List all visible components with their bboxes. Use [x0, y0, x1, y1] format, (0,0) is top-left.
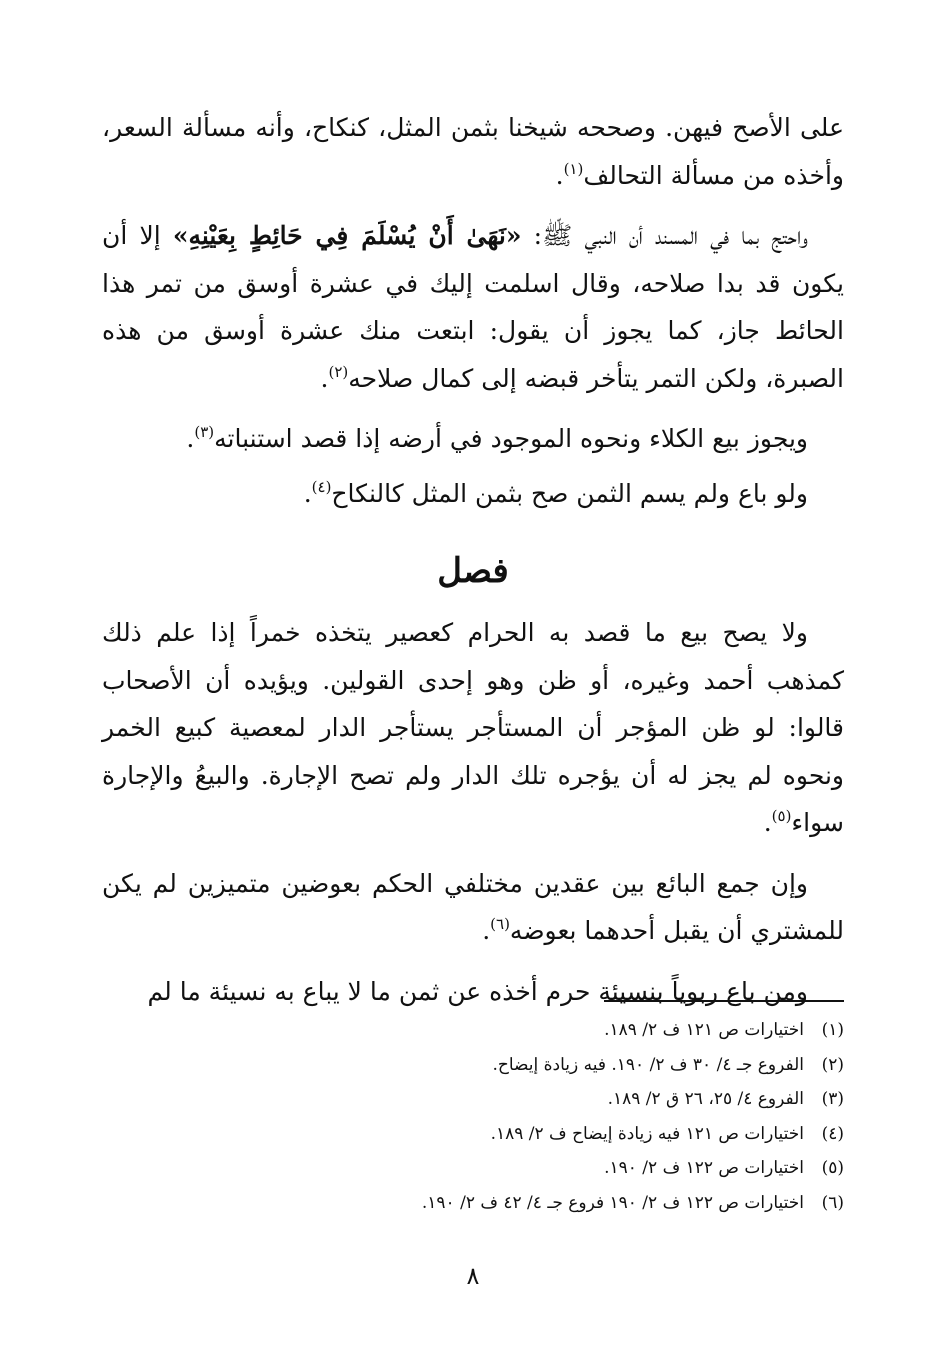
paragraph-text: ومن باع ربوياً بنسيئة حرم أخذه عن ثمن ما لا يباع به نسيئة ما لم: [147, 976, 808, 1006]
paragraph-3: [102, 415, 844, 463]
footnote-ref: (٤): [311, 477, 332, 496]
footnote-divider: [604, 1000, 844, 1002]
paragraph-text: واحتج بما في المسند أن النبي ﷺ:: [521, 221, 809, 250]
paragraph-1: [102, 104, 844, 199]
footnote-2: [102, 1048, 844, 1083]
paragraph-5: [102, 609, 844, 847]
footnote-text: الفروع جـ ٤/ ٣٠ ف ٢/ ١٩٠. فيه زيادة إيضاح.: [492, 1054, 804, 1075]
footnote-ref: (٥): [771, 807, 792, 825]
footnote-text: اختيارات ص ١٢١ فيه زيادة إيضاح ف ٢/ ١٨٩.: [490, 1123, 804, 1144]
paragraph-tail: .: [186, 424, 195, 453]
footnote-5: [102, 1151, 844, 1186]
footnote-ref: (٦): [490, 915, 510, 933]
paragraph-tail: .: [320, 363, 329, 393]
footnote-1: [102, 1013, 844, 1048]
page-number: ٨: [466, 1262, 480, 1290]
footnotes: [102, 1013, 844, 1220]
footnote-3: [102, 1082, 844, 1117]
footnote-number: (٥): [821, 1158, 844, 1178]
footnote-text: اختيارات ص ١٢٢ ف ٢/ ١٩٠ فروع جـ ٤/ ٤٢ ف ٢/ ١٩٠.: [421, 1192, 804, 1213]
paragraph-4: [102, 470, 844, 518]
section-heading: فصل: [437, 551, 509, 591]
paragraph-text: على الأصح فيهن. وصححه شيخنا بثمن المثل، كنكاح، وأنه مسألة السعر، وأخذه من مسألة التحالف: [102, 113, 844, 190]
footnote-number: (٤): [821, 1123, 844, 1144]
paragraph-text: ولو باع ولم يسم الثمن صح بثمن المثل كالنكاح: [331, 478, 808, 508]
main-text: [102, 104, 844, 1028]
footnote-6: [102, 1186, 844, 1221]
footnote-text: اختيارات ص ١٢٢ ف ٢/ ١٩٠.: [604, 1158, 804, 1178]
paragraph-2: [102, 212, 844, 402]
paragraph-text: وإن جمع البائع بين عقدين مختلفي الحكم بعوضين متميزين لم يكن للمشتري أن يقبل أحدهما بعوضه: [102, 868, 844, 945]
paragraph-6: [102, 860, 844, 955]
paragraph-tail: .: [555, 160, 564, 190]
footnote-4: [102, 1117, 844, 1152]
paragraph-text: ولا يصح بيع ما قصد به الحرام كعصير يتخذه خمراً إذا علم ذلك كمذهب أحمد وغيره، أو ظن وهو إحدى القولين. ويؤيده أن الأصحاب قالوا: لو ظن المؤجر أن المستأجر يستأجر الدار لمعصية كبيع الخمر ونحوه لم يجز له أن يؤجره تلك الدار ولم تصح الإجارة. والبيعُ والإجارة سواء: [102, 618, 844, 837]
paragraph-tail: .: [763, 808, 772, 837]
footnote-ref: (١): [563, 159, 584, 178]
paragraph-tail: .: [482, 916, 491, 945]
footnote-number: (١): [821, 1020, 844, 1040]
paragraph-text: ويجوز بيع الكلاء ونحوه الموجود في أرضه إذا قصد استنباته: [214, 424, 808, 453]
footnote-text: اختيارات ص ١٢١ ف ٢/ ١٨٩.: [604, 1020, 804, 1040]
footnote-number: (٢): [821, 1054, 844, 1075]
footnote-ref: (٢): [328, 362, 349, 381]
footnote-text: الفروع ٤/ ٢٥، ٢٦ ق ٢/ ١٨٩.: [607, 1089, 804, 1109]
footnote-number: (٦): [821, 1192, 844, 1213]
footnote-number: (٣): [821, 1089, 844, 1109]
hadith-quote: «نَهَىٰ أَنْ يُسْلَمَ فِي حَائِطٍ بِعَيْنِهِ»: [172, 221, 522, 250]
paragraph-tail: .: [303, 478, 312, 508]
footnote-ref: (٣): [194, 423, 215, 441]
paragraph-text: إلا أن يكون قد بدا صلاحه، وقال اسلمت إليك في عشرة أوسق من تمر هذا الحائط جاز، كما يجوز أن يقول: ابتعت منك عشرة أوسق من هذه الصبرة، ولكن التمر يتأخر قبضه إلى كمال صلاحه: [102, 221, 844, 393]
paragraph-7: [102, 968, 844, 1016]
